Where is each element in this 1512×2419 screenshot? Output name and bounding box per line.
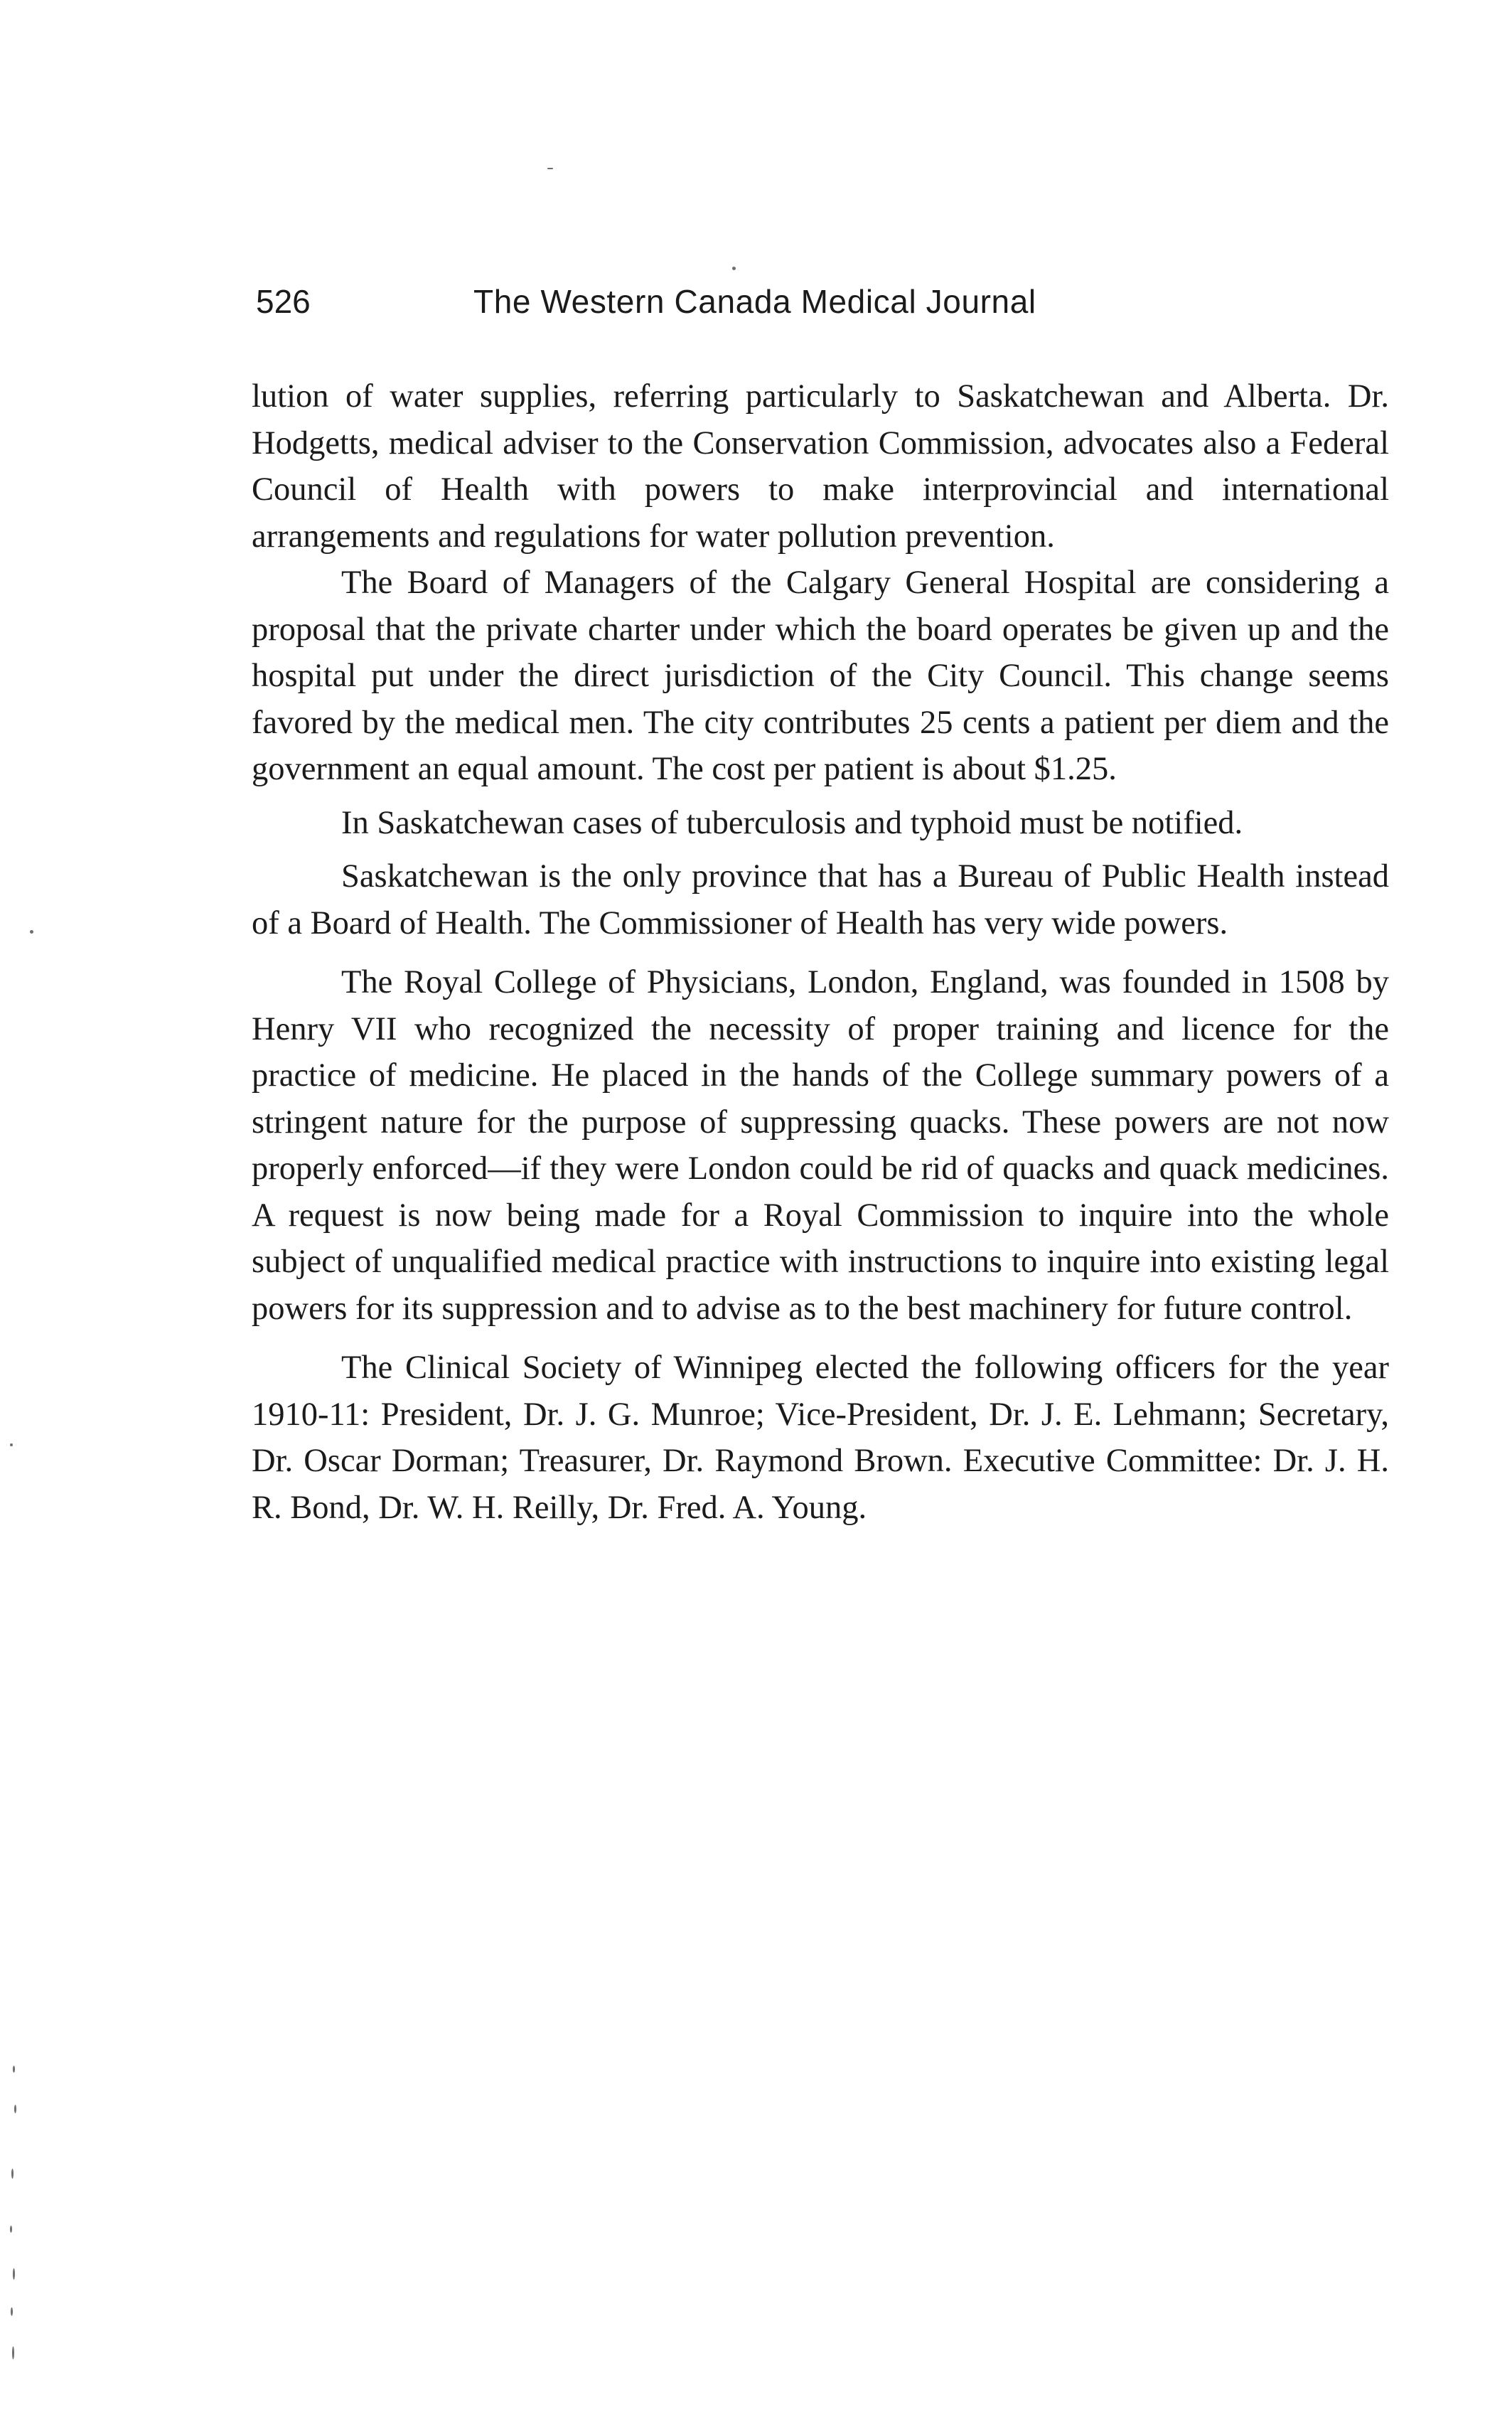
paragraph-royal-college: The Royal College of Physicians, London, England, was founded in 1508 by Henry VII who recognized the necessity of proper training and licence for the practice of medicine. He placed in the hands of the College summary powers of a stringent nature for the purpose of suppressing quacks. These powers are not now properly enforced—if they were London could be rid of quacks and quack medicines. A request is now being made for a Royal Commission to inquire into the whole subject of unqualified medical practice with instructions to inquire into existing legal powers for its suppression and to advise as to the best machinery for future control. (252, 964, 1389, 1327)
scan-speck (13, 2066, 15, 2073)
paragraph-bureau-of-public-health: Saskatchewan is the only province that has a Bureau of Public Health instead of a Board of Health. The Commissioner of Health has very wide powers. (252, 858, 1389, 941)
scan-speck (10, 1443, 13, 1446)
running-head (256, 279, 1194, 324)
scan-speck (732, 267, 736, 270)
page-number: 526 (256, 283, 311, 320)
scan-speck (30, 930, 33, 934)
scan-speck (13, 2268, 15, 2280)
scan-speck (12, 2346, 14, 2359)
scan-speck (14, 2105, 16, 2113)
journal-title: The Western Canada Medical Journal (473, 283, 1036, 320)
scan-speck (11, 2307, 13, 2316)
paragraph-calgary-hospital: The Board of Managers of the Calgary General Hospital are considering a proposal that the private charter under which the board operates be given up and the hospital put under the direct jurisdiction of the City Council. This change seems favored by the medical men. The city contributes 25 cents a patient per diem and the government an equal amount. The cost per patient is about $1.25. (252, 565, 1389, 787)
scan-speck (547, 168, 553, 169)
scan-speck (10, 2226, 12, 2233)
paragraph-clinical-society: The Clinical Society of Winnipeg elected the following officers for the year 1910-11: President, Dr. J. G. Munroe; Vice-President, Dr. J. E. Lehmann; Secretary, Dr. Oscar Dorman; Treasurer, Dr. Raymond Brown. Executive Committee: Dr. J. H. R. Bond, Dr. W. H. Reilly, Dr. Fred. A. Young. (252, 1350, 1389, 1526)
paragraph-notifiable-diseases: In Saskatchewan cases of tuberculosis and typhoid must be notified. (341, 804, 1243, 841)
scan-speck (11, 2169, 14, 2179)
article-body (252, 373, 1389, 1531)
paragraph-water-supplies: lution of water supplies, referring particularly to Saskatchewan and Alberta. Dr. Hodgetts, medical adviser to the Conservation Commission, advocates also a Federal Council of Health with powers to make interprovincial and international arrangements and regulations for water pollution prevention. (252, 378, 1389, 555)
